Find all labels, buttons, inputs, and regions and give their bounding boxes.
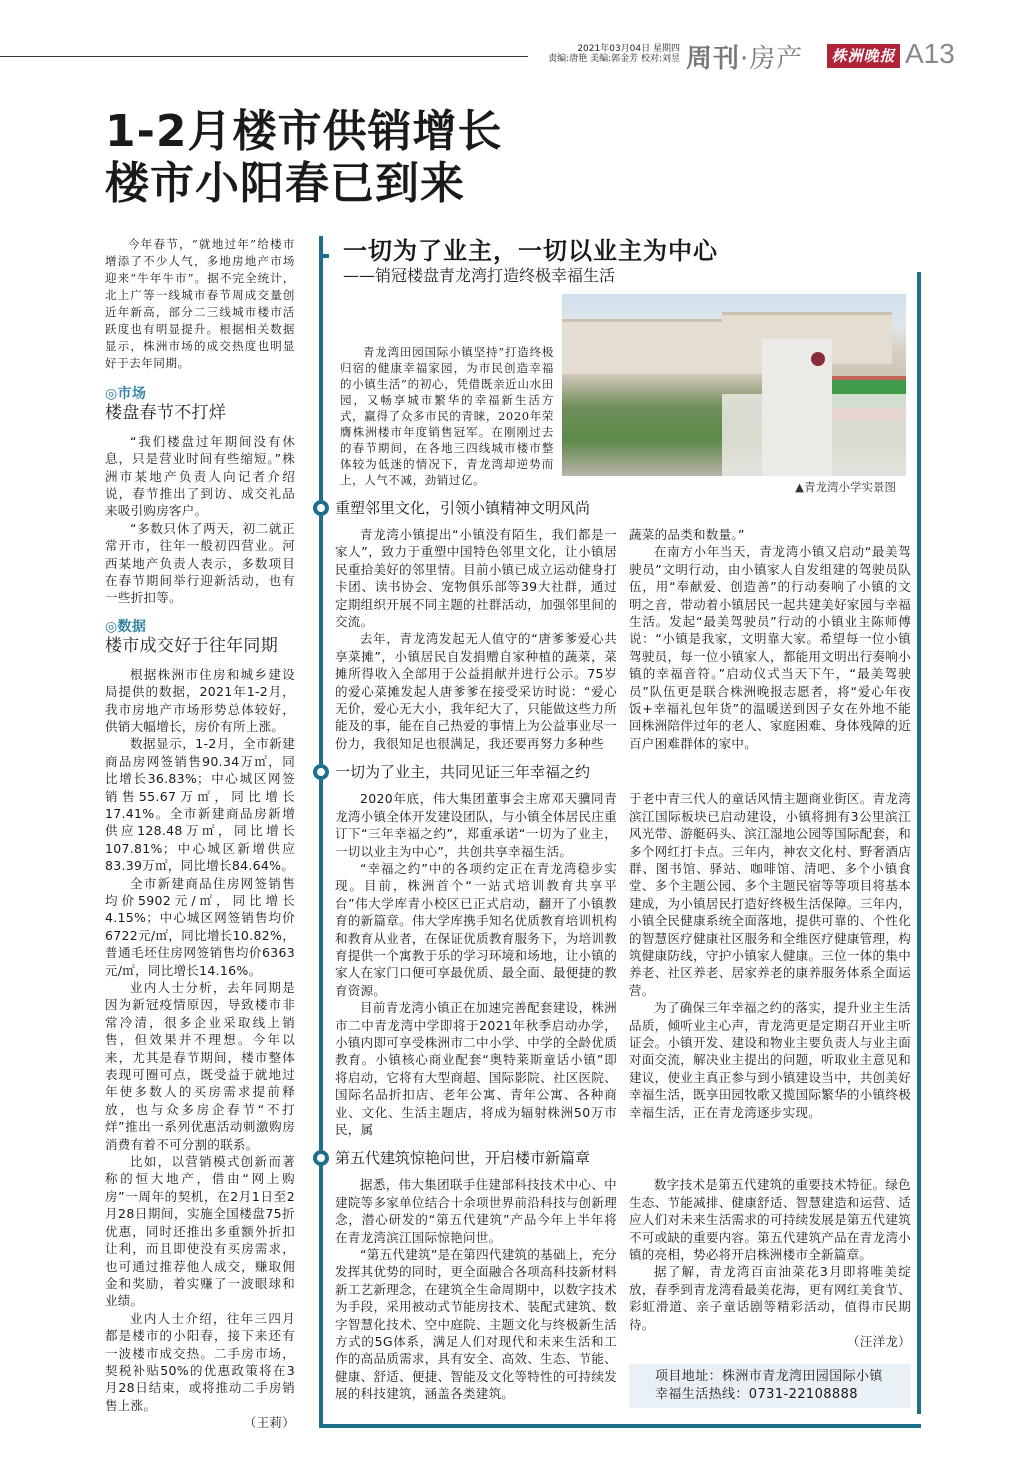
paragraph: 目前青龙湾小镇正在加速完善配套建设，株洲市二中青龙湾中学即将于2021年秋季启动办学，小镇内即可享受株洲市二中小学、中学的全龄优质教育。小镇核心商业配套“奥特莱斯童话小镇”即将启动，它将有大型商超、国际影院、社区医院、国际名品折扣店、老年公寓、青年公寓、各种商业、文化、生活主题店，将成为辐射株洲50万市民，属 [335, 1000, 617, 1137]
feature-frame [319, 236, 921, 1428]
paragraph: 青龙湾小镇提出“小镇没有陌生，我们都是一家人”，致力于重塑中国特色邻里文化，让小镇居民重拾美好的邻里情。目前小镇已成立运动健身打卡团、读书协会、宠物俱乐部等39大社群，通过定期组织开展不同主题的社群活动，加强邻里间的交流。 [335, 527, 617, 630]
main-headline [105, 106, 503, 210]
section-heading-3 [313, 1148, 917, 1168]
section-1-col-2 [629, 526, 911, 752]
headline-line-1: 1-2月楼市供销增长 [105, 106, 503, 157]
intro-row [323, 272, 917, 494]
paragraph: “我们楼盘过年期间没有休息，只是营业时间有些缩短。”株洲市某地产负责人向记者介绍说，春节推出了到访、成交礼品来吸引购房客户。 [105, 433, 295, 519]
masthead-rule [0, 56, 528, 57]
section-weekly: 周刊 [686, 44, 741, 74]
issue-date: 2021年03月04日 星期四 [577, 44, 680, 54]
paragraph: 据了解，青龙湾百亩油菜花3月即将唯美绽放，春季到青龙湾看最美花海，更有网红美食节、彩虹滑道、亲子童话剧等精彩活动，值得市民期待。 [629, 1264, 911, 1332]
feature-title: 一切为了业主，一切以业主为中心 [343, 236, 718, 265]
section-1-columns [323, 518, 917, 758]
paragraph: 数据显示，1-2月，全市新建商品房网签销售90.34万㎡，同比增长36.83%；中心城区网签销售55.67万㎡，同比增长17.41%。全市新建商品房新增供应128.48万㎡，同比增长107.81%；中心城区新增供应83.39万㎡，同比增长84.64%。 [105, 736, 295, 874]
section-3-col-2 [629, 1176, 911, 1408]
headline-line-2: 楼市小阳春已到来 [105, 158, 465, 209]
section-heading-1 [313, 498, 917, 518]
project-address: 项目地址：株洲市青龙湾田园国际小镇 [655, 1369, 883, 1385]
paragraph: 业内人士分析，去年同期是因为新冠疫情原因，导致楼市非常冷清，很多企业采取线上销售，但效果并不理想。今年以来，尤其是春节期间，楼市整体表现可圈可点，既受益于就地过年使多数人的买房需求提前释放，也与众多房企春节“不打烊”推出一系列优惠活动刺激购房消费有着不可分割的联系。 [105, 980, 295, 1152]
section-3-columns [323, 1168, 917, 1414]
photo-caption: ▲青龙湾小学实景图 [795, 480, 896, 494]
paragraph: “第五代建筑”是在第四代建筑的基础上，充分发挥其优势的同时，更全面融合各项高科技新材料新工艺新理念，在建筑全生命周期中，以数字技术为手段，采用被动式节能房技术、装配式建筑、数字智慧化技术、空中庭院、主题文化与终极新生活方式的5G体系，满足人们对现代和未来生活和工作的高品质需求，具有安全、高效、生态、节能、健康、舒适、便捷、智能及文化等特性的可持续发展的科技建筑，涵盖各类建筑。 [335, 1247, 617, 1402]
feature-body [323, 272, 921, 1414]
school-photo [562, 294, 906, 476]
section-heading-text: 一切为了业主，共同见证三年幸福之约 [335, 763, 591, 782]
section-2-col-2 [629, 790, 911, 1138]
newspaper-logo: 株洲晚报 [827, 44, 900, 68]
byline: （汪洋龙） [846, 1334, 911, 1350]
photo-block [562, 272, 906, 494]
paragraph: 数字技术是第五代建筑的重要技术特征。绿色生态、节能减排、健康舒适、智慧建造和运营、适应人们对未来生活需求的可持续发展是第五代建筑不可或缺的重要内容。第五代建筑产品在青龙湾小镇的亮相，势必将开启株洲楼市全新篇章。 [629, 1177, 911, 1263]
section-name [686, 38, 803, 75]
section-marker-icon [313, 764, 329, 780]
subhead-data: 楼市成交好于往年同期 [105, 636, 278, 657]
paragraph-continued: 于老中青三代人的童话风情主题商业街区。青龙湾滨江国际板块已启动建设，小镇将拥有3公里滨江风光带、游艇码头、滨江湿地公园等国际配套，和多个网红打卡点。三年内，神农文化村、野奢酒店群、图书馆、驿站、咖啡馆、清吧、多个小镇食堂、多个主题公园、多个主题民宿等等项目将基本建成，为小镇居民打造好终极生活保障。三年内，小镇全民健康系统全面落地，提供可靠的、个性化的智慧医疗健康社区服务和全维医疗健康管理，构筑健康防线，守护小镇家人健康。三位一体的集中养老、社区养老、居家养老的康养服务体系全面运营。 [629, 791, 911, 998]
paragraph: 根据株洲市住房和城乡建设局提供的数据，2021年1-2月，我市房地产市场形势总体较好，供销大幅增长，房价有所上涨。 [105, 666, 295, 734]
paragraph: “幸福之约”中的各项约定正在青龙湾稳步实现。目前，株洲首个“一站式培训教育共享平台”伟大学库青小校区已正式启动，翻开了小镇教育的新篇章。伟大学库携手知名优质教育培训机构和教育从业者，在保证优质教育服务下，为培训教育提供一个寓教于乐的学习环境和场地，让小镇的家人在家门口便可享最优质、最全面、最便捷的教育资源。 [335, 860, 617, 998]
paragraph: 全市新建商品住房网签销售均价5902元/㎡，同比增长4.15%；中心城区网签销售均价6722元/㎡，同比增长10.82%，普通毛坯住房网签销售均价6363元/㎡，同比增长14.16%。 [105, 875, 295, 978]
project-hotline: 幸福生活热线：0731-22108888 [655, 1387, 858, 1403]
project-info-box [629, 1364, 911, 1408]
feature-subtitle: ——销冠楼盘青龙湾打造终极幸福生活 [343, 266, 616, 285]
paragraph: 比如，以营销模式创新而著称的恒大地产，借由“网上购房”一周年的契机，在2月1日至2月28日期间，实施全国楼盘75折优惠，同时还推出多重额外折扣让利，而且即使没有买房需求，也可通过推荐他人成交，赚取佣金和奖励，着实赚了一波眼球和业绩。 [105, 1154, 295, 1309]
section-2-col-1 [335, 790, 617, 1138]
section-heading-text: 重塑邻里文化，引领小镇精神文明风尚 [335, 499, 591, 517]
paragraph: 业内人士介绍，往年三四月都是楼市的小阳春，接下来还有一波楼市成交热。二手房市场，契税补贴50%的优惠政策将在3月28日结束，或将推动二手房销售上涨。 [105, 1310, 295, 1413]
lead-paragraph: 今年春节，“就地过年”给楼市增添了不少人气，多地房地产市场迎来“牛年牛市”。据不完全统计，北上广等一线城市春节周成交量创近年新高，部分二三线城市楼市活跃度也有明显提升。根据相关数据显示，株洲市场的成交热度也明显好于去年同期。 [105, 237, 295, 370]
subhead-market: 楼盘春节不打烊 [105, 403, 227, 424]
data-section [105, 619, 295, 1432]
left-article [105, 236, 295, 1432]
feature-intro [340, 344, 554, 494]
section-heading-2 [313, 762, 917, 782]
paragraph: 去年，青龙湾发起无人值守的“唐爹爹爱心共享菜摊”，小镇居民自发捐赠自家种植的蔬菜，菜摊所得收入全部用于公益捐献并进行公示。75岁的爱心菜摊发起人唐爹爹在接受采访时说：“爱心无价，爱心无大小，我年纪大了，只能做这些力所能及的事，能在自己热爱的事情上为公益事业尽一份力，我很知足也很满足，我还要再努力多种些 [335, 631, 617, 751]
masthead-meta [540, 44, 680, 64]
intro-paragraph: 青龙湾田园国际小镇坚持“打造终极归宿的健康幸福家园，为市民创造幸福的小镇生活”的初心，凭借既亲近山水田园，又畅享城市繁华的幸福新生活方式，赢得了众多市民的青睐，2020年荣膺株洲楼市年度销售冠军。在刚刚过去的春节期间，在各地三四线城市楼市整体较为低迷的情况下，青龙湾却逆势而上，人气不减，劲销过亿。 [340, 345, 554, 487]
market-section [105, 386, 295, 607]
section-2-columns [323, 782, 917, 1144]
section-3-col-1 [335, 1176, 617, 1408]
section-1-col-1 [335, 526, 617, 752]
page-number: A13 [905, 38, 955, 69]
paragraph: 2020年底，伟大集团董事会主席邓天骥同青龙湾小镇全体开发建设团队，与小镇全体居民庄重订下“三年幸福之约”，郑重承诺“一切为了业主，一切以业主为中心”，共创共享幸福生活。 [335, 791, 617, 859]
paragraph: “多数只休了两天，初二就正常开市，往年一般初四营业。河西某地产负责人表示，多数项目在春节期间举行迎新活动，也有一些折扣等。 [105, 520, 295, 606]
byline: （王莉） [243, 1415, 295, 1431]
kicker-data: ◎数据 [105, 618, 147, 635]
paragraph-continued: 蔬菜的品类和数量。” [629, 527, 745, 542]
kicker-market: ◎市场 [105, 386, 147, 402]
section-realestate: ·房产 [740, 44, 804, 74]
section-marker-icon [313, 1150, 329, 1166]
paragraph: 在南方小年当天，青龙湾小镇又启动“最美驾驶员”文明行动，由小镇家人自发组建的驾驶员队伍，用“奉献爱、创造善”的行动奏响了小镇的文明之音，带动着小镇居民一起共建美好家园与幸福生活。发起“最美驾驶员”行动的小镇业主陈师傅说：“小镇是我家，文明靠大家。希望每一位小镇驾驶员，每一位小镇家人，都能用文明出行奏响小镇的幸福音符。”启动仪式当天下午，“最美驾驶员”队伍更是联合株洲晚报志愿者，将“爱心年夜饭+幸福礼包年货”的温暖送到因子女在外地不能回株洲陪伴过年的老人、家庭困难、身体残障的近百户困难群体的家中。 [629, 544, 911, 751]
section-heading-text: 第五代建筑惊艳问世，开启楼市新篇章 [335, 1149, 591, 1168]
paragraph: 为了确保三年幸福之约的落实，提升业主生活品质，倾听业主心声，青龙湾更是定期召开业主听证会。小镇开发、建设和物业主要负责人与业主面对面交流，解决业主提出的问题，听取业主意见和建议，使业主真正参与到小镇建设当中，共创美好幸福生活，既享田园牧歌又揽国际繁华的小镇终极幸福生活，正在青龙湾逐步实现。 [629, 1000, 911, 1120]
editor-credits: 责编:唐艳 美编:郭金芳 校对:刘昱 [548, 54, 680, 64]
section-marker-icon [313, 500, 329, 516]
paragraph: 据悉，伟大集团联手住建部科技技术中心、中建院等多家单位结合十余项世界前沿科技与创新理念，潜心研发的“第五代建筑”产品今年上半年将在青龙湾滨江国际惊艳问世。 [335, 1177, 617, 1245]
